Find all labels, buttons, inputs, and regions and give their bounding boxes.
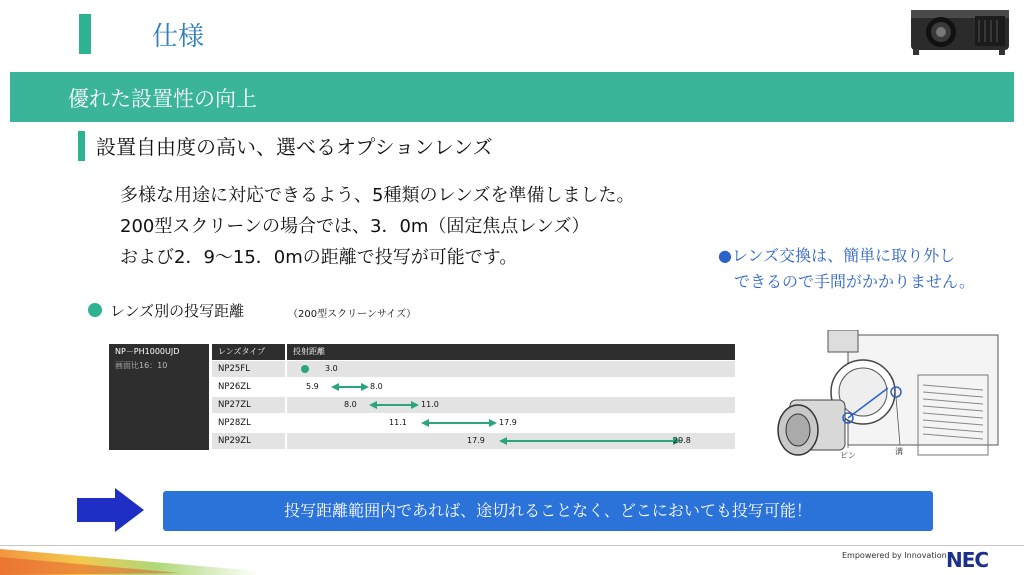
- table-caption-note: （200型スクリーンサイズ）: [288, 309, 417, 320]
- range-line: [375, 404, 413, 406]
- distance-value: 3.0: [325, 364, 338, 373]
- subheading: 設置自由度の高い、選べるオプションレンズ: [96, 135, 493, 159]
- distance-cell: [287, 415, 735, 431]
- header-distance: 投射距離: [287, 344, 735, 360]
- distance-min: 11.1: [389, 418, 407, 427]
- footer-decoration: [0, 545, 260, 575]
- banner-title: 優れた設置性の向上: [68, 87, 257, 111]
- body-text-line: 多様な用途に対応できるよう、5種類のレンズを準備しました。: [120, 185, 635, 206]
- callout-box: 投写距離範囲内であれば、途切れることなく、どこにおいても投写可能！: [163, 491, 933, 531]
- note-line: ●レンズ交換は、簡単に取り外し: [718, 246, 956, 265]
- distance-min: 17.9: [467, 436, 485, 445]
- lens-mount-diagram: [768, 330, 1004, 470]
- note-line: できるので手間がかかりません。: [718, 272, 975, 291]
- distance-min: 5.9: [306, 382, 319, 391]
- groove-label: 溝: [895, 447, 903, 456]
- arrow-right-icon: [489, 419, 497, 427]
- distance-cell: [287, 379, 735, 395]
- arrow-right-icon: [77, 488, 144, 532]
- distance-cell: [287, 361, 735, 377]
- page-title: 仕様: [152, 22, 205, 52]
- lens-type-cell: NP28ZL: [212, 415, 285, 431]
- lens-type-cell: NP25FL: [212, 361, 285, 377]
- distance-cell: [287, 433, 735, 449]
- arrow-right-icon: [361, 383, 369, 391]
- lens-type-cell: NP29ZL: [212, 433, 285, 449]
- arrow-right-icon: [411, 401, 419, 409]
- pin-label: ピン: [840, 451, 856, 460]
- model-name: NP－PH1000UJD: [115, 347, 180, 356]
- model-cell: [109, 344, 209, 450]
- fixed-focus-dot-icon: [301, 365, 309, 373]
- distance-max: 8.0: [370, 382, 383, 391]
- distance-min: 8.0: [344, 400, 357, 409]
- range-line: [427, 422, 491, 424]
- title-accent-bar: [79, 14, 91, 54]
- range-line: [505, 440, 675, 442]
- body-text-line: 200型スクリーンの場合では、3．0m（固定焦点レンズ）: [120, 216, 590, 237]
- tagline: Empowered by Innovation: [842, 551, 947, 560]
- distance-max: 29.8: [673, 436, 691, 445]
- subheading-accent-bar: [78, 131, 85, 161]
- distance-max: 11.0: [421, 400, 439, 409]
- nec-logo: NEC: [946, 548, 989, 572]
- bullet-icon: [88, 303, 102, 317]
- header-lens-type: レンズタイプ: [212, 344, 285, 360]
- lens-exchange-note: [718, 243, 1008, 295]
- lens-type-cell: NP26ZL: [212, 379, 285, 395]
- body-text-line: および2．9～15．0mの距離で投写が可能です。: [120, 247, 518, 268]
- aspect-ratio: 画面比16：10: [115, 361, 168, 370]
- table-caption: レンズ別の投写距離: [110, 302, 245, 320]
- range-line: [337, 386, 363, 388]
- lens-type-cell: NP27ZL: [212, 397, 285, 413]
- distance-cell: [287, 397, 735, 413]
- projector-image: [905, 2, 1015, 57]
- distance-max: 17.9: [499, 418, 517, 427]
